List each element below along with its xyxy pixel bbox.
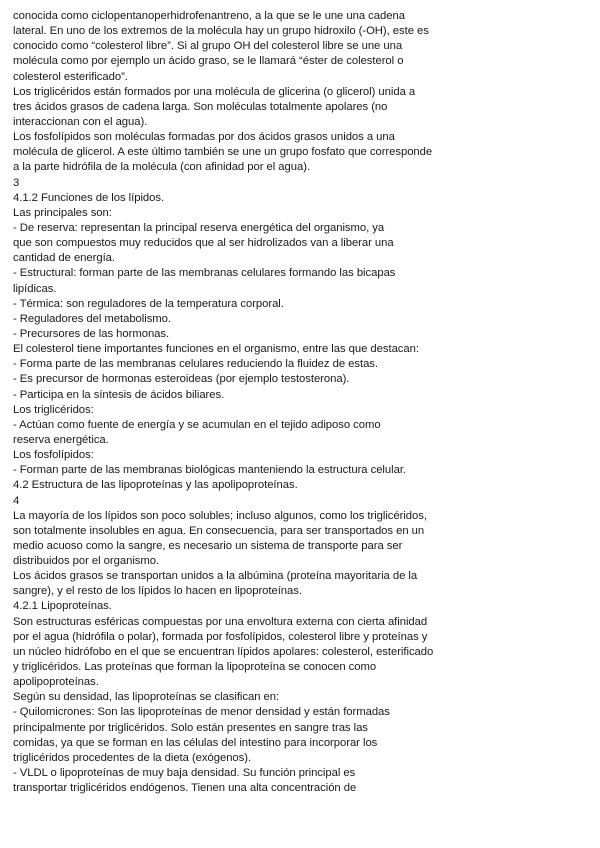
text-line: apolipoproteínas. (13, 676, 99, 689)
text-line: colesterol esterificado”. (13, 70, 128, 83)
list-item: - De reserva: representan la principal reserva energética del organismo, ya (13, 221, 385, 234)
list-item: - Participa en la síntesis de ácidos biliares. (13, 388, 225, 401)
text-line: tres ácidos grasos de cadena larga. Son moléculas totalmente apolares (no (13, 100, 388, 113)
text-line: conocido como “colesterol libre”. Si al grupo OH del colesterol libre se une una (13, 40, 403, 53)
text-line: sangre), y el resto de los lípidos lo hacen en lipoproteínas. (13, 585, 302, 598)
text-line: Los fosfolípidos son moléculas formadas por dos ácidos grasos unidos a una (13, 131, 395, 144)
page-number: 3 (13, 176, 20, 189)
list-item: - VLDL o lipoproteínas de muy baja densidad. Su función principal es (13, 767, 356, 780)
text-line: Las principales son: (13, 206, 112, 219)
text-line: cantidad de energía. (13, 252, 116, 265)
text-line: transportar triglicéridos endógenos. Tienen una alta concentración de (13, 782, 357, 795)
list-item: - Estructural: forman parte de las membranas celulares formando las bicapas (13, 267, 396, 280)
page-number: 4 (13, 494, 20, 507)
list-item: - Forma parte de las membranas celulares reduciendo la fluidez de estas. (13, 358, 378, 371)
text-line: Los triglicéridos están formados por una molécula de glicerina (o glicerol) unida a (13, 85, 416, 98)
text-line: lipídicas. (13, 282, 57, 295)
text-line: medio acuoso como la sangre, es necesario un sistema de transporte para ser (13, 539, 403, 552)
list-item: - Forman parte de las membranas biológicas manteniendo la estructura celular. (13, 464, 406, 477)
section-heading: 4.2 Estructura de las lipoproteínas y las apolipoproteínas. (13, 479, 298, 492)
text-line: comidas, ya que se forman en las células del intestino para incorporar los (13, 736, 378, 749)
text-line: reserva energética. (13, 433, 109, 446)
text-line: principalmente por triglicéridos. Solo están presentes en sangre tras las (13, 721, 368, 734)
text-line: y triglicéridos. Las proteínas que forman la lipoproteína se conocen como (13, 661, 377, 674)
text-line: molécula de glicerol. A este último también se une un grupo fosfato que corresponde (13, 146, 433, 159)
text-line: molécula como por ejemplo un ácido graso, se le llamará “éster de colesterol o (13, 55, 404, 68)
text-line: por el agua (hidrófila o polar), formada por fosfolípidos, colesterol libre y proteínas y (13, 630, 428, 643)
list-item: - Es precursor de hormonas esteroideas (por ejemplo testosterona). (13, 373, 350, 386)
text-line: Según su densidad, las lipoproteínas se clasifican en: (13, 691, 280, 704)
text-line: lateral. En uno de los extremos de la molécula hay un grupo hidroxilo (-OH), este es (13, 25, 429, 38)
text-line: Los triglicéridos: (13, 403, 94, 416)
list-item: - Actúan como fuente de energía y se acumulan en el tejido adiposo como (13, 418, 381, 431)
text-line: Los ácidos grasos se transportan unidos a la albúmina (proteína mayoritaria de la (13, 570, 418, 583)
section-heading: 4.1.2 Funciones de los lípidos. (13, 191, 165, 204)
text-line: conocida como ciclopentanoperhidrofenantreno, a la que se le une una cadena (13, 10, 405, 22)
list-item: - Precursores de las hormonas. (13, 327, 170, 340)
list-item: - Térmica: son reguladores de la temperatura corporal. (13, 297, 284, 310)
text-line: a la parte hidrófila de la molécula (con afinidad por el agua). (13, 161, 311, 174)
text-line: El colesterol tiene importantes funciones en el organismo, entre las que destacan: (13, 343, 419, 356)
text-line: un núcleo hidrófobo en el que se encuentran lípidos apolares: colesterol, esterificado (13, 645, 434, 658)
text-line: Los fosfolípidos: (13, 449, 94, 462)
text-line: La mayoría de los lípidos son poco solubles; incluso algunos, como los triglicéridos, (13, 509, 427, 522)
section-heading: 4.2.1 Lipoproteínas. (13, 600, 112, 613)
list-item: - Reguladores del metabolismo. (13, 312, 171, 325)
text-line: distribuidos por el organismo. (13, 555, 160, 568)
text-line: triglicéridos procedentes de la dieta (exógenos). (13, 751, 252, 764)
text-line: Son estructuras esféricas compuestas por una envoltura externa con cierta afinidad (13, 615, 428, 628)
text-line: son totalmente insolubles en agua. En consecuencia, para ser transportados en un (13, 524, 425, 537)
text-line: interaccionan con el agua). (13, 115, 148, 128)
list-item: - Quilomicrones: Son las lipoproteínas de menor densidad y están formadas (13, 706, 390, 719)
text-line: que son compuestos muy reducidos que al ser hidrolizados van a liberar una (13, 237, 394, 250)
document-page (13, 9, 593, 796)
